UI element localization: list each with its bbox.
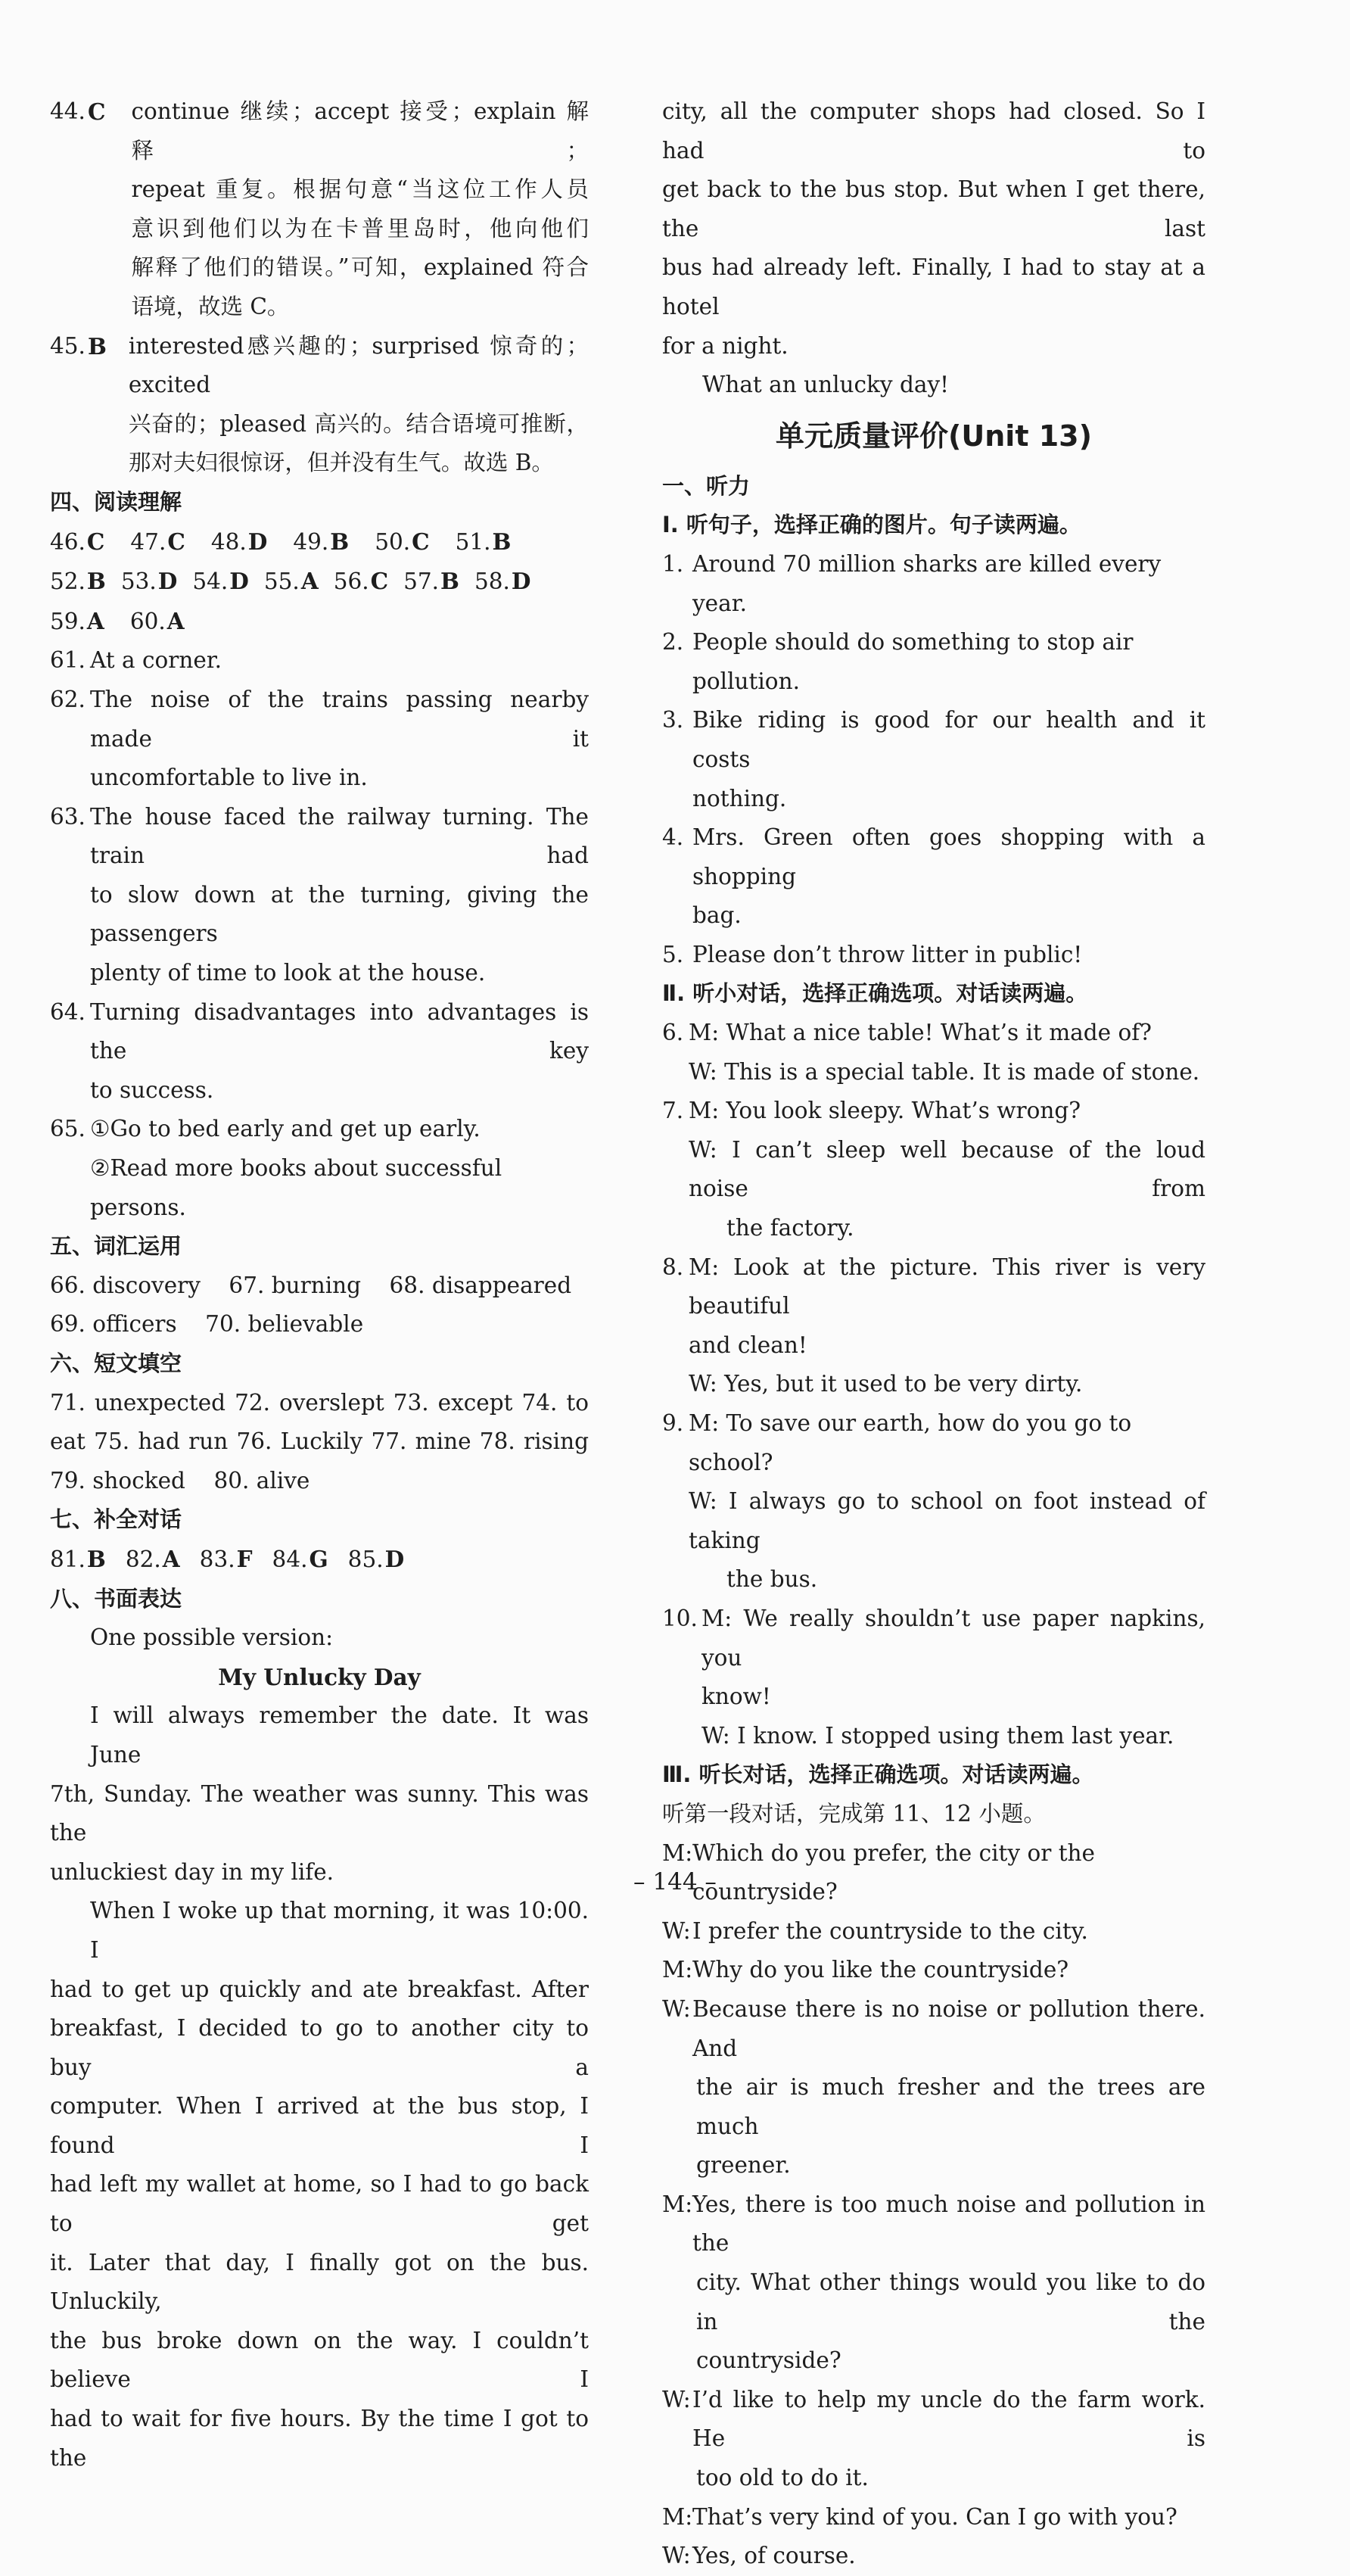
explanation <box>129 327 589 483</box>
dialogue-line: the air is much fresher and the trees are much <box>696 2074 1205 2139</box>
speaker-label: W: <box>662 1917 691 1944</box>
multiple-choice-answers <box>50 522 589 642</box>
dialogue-first-line <box>662 1092 1205 1131</box>
speaker-label: M: <box>662 1957 693 1983</box>
answer-item <box>192 562 249 602</box>
dialogue-turn <box>662 2537 1205 2576</box>
item-number: 4. <box>662 824 684 851</box>
answer-item <box>211 522 268 562</box>
dialogue-turn <box>662 2185 1205 2381</box>
line: ①Go to bed early and get up early. <box>90 1116 481 1142</box>
line: 那对夫妇很惊讶，但并没有生气。故选 B。 <box>128 450 554 476</box>
section-heading-listening: 一、听力 <box>662 472 751 499</box>
dialogue-line: greener. <box>696 2152 791 2179</box>
line: 意识到他们以为在卡普里岛时，他向他们 <box>131 215 589 241</box>
vocab-row: 69. officers 70. believable <box>50 1311 364 1338</box>
speaker-label: M: <box>662 2191 693 2217</box>
answer-letter: C <box>167 528 185 555</box>
line: 语境，故选 C。 <box>131 293 290 319</box>
line: 兴奋的；pleased 高兴的。结合语境可推断， <box>128 410 589 437</box>
answer-61 <box>50 641 589 681</box>
line: 7th, Sunday. The weather was sunny. This was the <box>50 1780 589 1846</box>
answer-letter: C <box>370 568 389 595</box>
question-number: 64. <box>50 998 86 1025</box>
turn-text <box>692 2185 1205 2381</box>
item-number: 10. <box>662 1605 698 1631</box>
question-number: 85. <box>347 1546 384 1572</box>
dialogue-line: too old to do it. <box>696 2465 869 2491</box>
essay-paragraph-2 <box>50 1892 589 2478</box>
question-number: 55. <box>263 568 300 595</box>
line: interested感兴趣的；surprised 惊奇的；excited <box>128 332 589 398</box>
answer-letter: C <box>412 528 430 555</box>
short-dialogue <box>662 1092 1205 1248</box>
line: ②Read more books about successful persons. <box>90 1155 502 1220</box>
answer-45 <box>50 327 589 483</box>
dialogue-line: M: To save our earth, how do you go to school? <box>689 1410 1132 1475</box>
short-dialogue <box>662 1014 1205 1092</box>
dialogue-first-line <box>662 1599 1205 1677</box>
line: unluckiest day in my life. <box>50 1858 334 1885</box>
question-number: 48. <box>210 528 247 555</box>
answer-item <box>348 1540 405 1580</box>
line: People should do something to stop air pollution. <box>692 629 1134 694</box>
answer-letter: D <box>247 528 268 555</box>
line: Bike riding is good for our health and it costs <box>692 707 1205 772</box>
question-number: 47. <box>130 528 166 555</box>
dialogue-turn <box>662 2381 1205 2498</box>
dialogue-first-line <box>662 1248 1205 1326</box>
dialogue-line: Yes, of course. <box>692 2543 856 2569</box>
essay-paragraph-1 <box>50 1696 589 1892</box>
question-number: 56. <box>333 568 369 595</box>
answer-item <box>50 602 104 642</box>
answer-item <box>403 562 459 602</box>
question-number: 46. <box>50 528 86 555</box>
essay-ending: What an unlucky day! <box>702 372 949 398</box>
line: bus had already left. Finally, I had to stay at a hotel <box>662 254 1205 319</box>
turn-text <box>692 1990 1205 2185</box>
line: Around 70 million sharks are killed every year. <box>692 550 1162 616</box>
left-column <box>50 92 589 2478</box>
answer-item <box>272 1540 328 1580</box>
line: continue 继续；accept 接受；explain 解释； <box>131 98 589 164</box>
line: to slow down at the turning, giving the passengers <box>90 881 589 947</box>
answer-item <box>200 1540 253 1580</box>
answer-item <box>50 562 106 602</box>
dialogue-line: W: I always go to school on foot instead of taking <box>689 1488 1205 1553</box>
dialogue-line: and clean! <box>689 1332 807 1358</box>
answer-row <box>50 1540 589 1580</box>
line: had to get up quickly and ate breakfast. After <box>50 1976 589 2002</box>
answer-item <box>334 562 388 602</box>
dialogue-turn <box>662 1990 1205 2185</box>
answer-65 <box>50 1110 589 1227</box>
answer-letter: B <box>88 332 107 360</box>
dialogue-turn <box>662 1951 1205 1990</box>
item-number: 3. <box>662 707 684 734</box>
dialogue-line: countryside? <box>696 2347 841 2374</box>
answer-letter: D <box>384 1545 405 1572</box>
dialogue-line: M: We really shouldn’t use paper napkins, you <box>701 1605 1205 1671</box>
part-1-instructions: Ⅰ. 听句子，选择正确的图片。句子读两遍。 <box>662 512 1081 538</box>
speaker-label: M: <box>662 1839 693 1866</box>
cloze-row: 79. shocked 80. alive <box>50 1467 310 1494</box>
dialogue-line: city. What other things would you like to do in the <box>696 2269 1205 2335</box>
sentence-4 <box>662 818 1205 936</box>
section-heading-dialogue: 七、补全对话 <box>50 1506 182 1533</box>
dialogue-line: Because there is no noise or pollution there. And <box>692 1995 1205 2061</box>
sentence-3 <box>662 701 1205 818</box>
right-column <box>662 92 1205 2576</box>
sentence-2 <box>662 623 1205 701</box>
cloze-row: eat 75. had run 76. Luckily 77. mine 78. rising <box>50 1428 589 1455</box>
line: had to wait for five hours. By the time I got to the <box>50 2406 589 2471</box>
question-number: 51. <box>455 528 491 555</box>
line: to success. <box>90 1076 214 1103</box>
line: had left my wallet at home, so I had to go back to get <box>50 2171 589 2237</box>
line: When I woke up that morning, it was 10:00. I <box>90 1898 589 1963</box>
question-number: 44. <box>50 98 86 124</box>
section-heading-reading: 四、阅读理解 <box>50 488 182 515</box>
answer-letter: G <box>309 1545 328 1572</box>
speaker-label: M: <box>662 2503 693 2530</box>
essay-continuation <box>662 92 1205 405</box>
page-number: – 144 – <box>633 1868 717 1895</box>
question-number: 59. <box>50 608 86 634</box>
vocab-row: 66. discovery 67. burning 68. disappeared <box>50 1272 572 1298</box>
part-2-instructions: Ⅱ. 听小对话，选择正确选项。对话读两遍。 <box>662 980 1088 1007</box>
answer-64 <box>50 993 589 1110</box>
answer-letter: A <box>86 607 104 634</box>
dialogue-line: Why do you like the countryside? <box>692 1957 1069 1983</box>
question-number: 45. <box>50 332 86 359</box>
dialogue-line: M: You look sleepy. What’s wrong? <box>689 1098 1081 1124</box>
answer-letter: D <box>229 568 249 595</box>
answer-letter: D <box>157 568 178 595</box>
dialogue-first-line <box>662 1014 1205 1053</box>
dialogue-line: I prefer the countryside to the city. <box>692 1917 1088 1944</box>
line: plenty of time to look at the house. <box>90 960 486 986</box>
short-dialogue <box>662 1599 1205 1755</box>
line: At a corner. <box>90 647 222 674</box>
explanation <box>131 92 589 327</box>
dialogue-turn <box>662 1912 1205 1951</box>
item-number: 8. <box>662 1254 684 1280</box>
question-number: 65. <box>50 1116 86 1142</box>
answer-item <box>126 1540 180 1580</box>
section-heading-vocabulary: 五、词汇运用 <box>50 1233 182 1260</box>
line: The noise of the trains passing nearby made it <box>90 686 589 752</box>
part-3-instructions: Ⅲ. 听长对话，选择正确选项。对话读两遍。 <box>662 1761 1094 1788</box>
section-heading-cloze: 六、短文填空 <box>50 1350 182 1376</box>
item-number: 1. <box>662 550 684 577</box>
answer-letter: B <box>86 568 106 595</box>
line: 解释了他们的错误。”可知，explained 符合 <box>131 254 589 281</box>
line: it. Later that day, I finally got on the bus. Unluckily, <box>50 2249 589 2315</box>
answer-item <box>456 522 512 562</box>
question-number: 82. <box>125 1546 161 1572</box>
question-number: 54. <box>192 568 229 595</box>
item-number: 2. <box>662 629 684 656</box>
answer-letter: B <box>492 528 512 555</box>
dialogue-line: the bus. <box>726 1566 818 1593</box>
line: get back to the bus stop. But when I get there, the last <box>662 176 1205 241</box>
turn-text <box>692 2537 1205 2576</box>
answer-letter: F <box>236 1545 253 1572</box>
dialogue-line: M: What a nice table! What’s it made of? <box>689 1020 1152 1046</box>
dialogue-turn <box>662 2498 1205 2537</box>
answer-letter: A <box>300 568 319 595</box>
cloze-row: 71. unexpected 72. overslept 73. except 74. to <box>50 1389 589 1416</box>
answer-letter: B <box>440 568 459 595</box>
answer-row <box>50 562 589 602</box>
answer-63 <box>50 798 589 993</box>
item-number: 6. <box>662 1020 684 1046</box>
dialogue-line: know! <box>701 1684 771 1710</box>
answer-letter: A <box>166 607 185 634</box>
line: breakfast, I decided to go to another city to buy a <box>50 2015 589 2080</box>
short-dialogues <box>662 1014 1205 1755</box>
section-heading-writing: 八、书面表达 <box>50 1585 182 1612</box>
question-number: 81. <box>50 1546 86 1572</box>
answer-item <box>264 562 319 602</box>
answer-letter: C <box>88 98 106 125</box>
answer-item <box>130 522 185 562</box>
question-number: 63. <box>50 803 86 830</box>
answer-item <box>474 562 531 602</box>
unit-title: 单元质量评价(Unit 13) <box>776 419 1092 453</box>
version-label: One possible version: <box>90 1624 334 1651</box>
dialogue-line: the factory. <box>726 1215 854 1241</box>
dialogue-line: That’s very kind of you. Can I go with you? <box>692 2503 1177 2530</box>
answer-item <box>50 522 104 562</box>
turn-text <box>692 2498 1205 2537</box>
line: The house faced the railway turning. The train had <box>90 803 589 869</box>
short-dialogue <box>662 1248 1205 1404</box>
answer-letter: C <box>86 528 105 555</box>
answer-row <box>50 522 589 562</box>
speaker-label: W: <box>662 1995 691 2022</box>
line: Turning disadvantages into advantages is the key <box>90 998 589 1064</box>
line: computer. When I arrived at the bus stop, I found I <box>50 2093 589 2158</box>
line: Please don’t throw litter in public! <box>692 941 1083 967</box>
line: nothing. <box>692 785 787 811</box>
question-number: 62. <box>50 686 86 712</box>
turn-text <box>692 1951 1205 1990</box>
dialogue-first-line <box>662 1404 1205 1482</box>
answer-item <box>375 522 429 562</box>
answer-row <box>50 602 589 642</box>
item-number: 5. <box>662 941 684 967</box>
turn-text <box>692 2381 1205 2498</box>
line: city, all the computer shops had closed. So I had to <box>662 98 1205 164</box>
item-number: 9. <box>662 1410 684 1436</box>
question-number: 49. <box>293 528 329 555</box>
answer-letter: B <box>86 1545 106 1572</box>
answer-letter: D <box>511 568 531 595</box>
dialogue-answers <box>50 1540 589 1580</box>
question-number: 53. <box>120 568 157 595</box>
answer-item <box>50 1540 106 1580</box>
line: the bus broke down on the way. I couldn’t believe I <box>50 2327 589 2393</box>
essay-title: My Unlucky Day <box>218 1663 421 1690</box>
sentence-1 <box>662 545 1205 623</box>
question-number: 57. <box>403 568 440 595</box>
question-number: 60. <box>129 608 166 634</box>
answer-44 <box>50 92 589 327</box>
line: for a night. <box>662 332 789 359</box>
line: I will always remember the date. It was June <box>90 1702 589 1768</box>
speaker-label: W: <box>662 2386 691 2412</box>
answer-item <box>121 562 178 602</box>
dialogue-line: W: I know. I stopped using them last year. <box>701 1722 1174 1749</box>
dialogue-line: I’d like to help my uncle do the farm work. He is <box>692 2386 1205 2452</box>
dialogue-line: W: Yes, but it used to be very dirty. <box>689 1371 1083 1397</box>
item-number: 7. <box>662 1098 684 1124</box>
line: Mrs. Green often goes shopping with a shopping <box>692 824 1205 889</box>
turn-text <box>692 1912 1205 1951</box>
question-number: 58. <box>474 568 510 595</box>
dialogue-line: W: I can’t sleep well because of the loud noise from <box>689 1136 1205 1202</box>
sentence-5 <box>662 936 1205 975</box>
answer-item <box>293 522 349 562</box>
dialogue-line: Which do you prefer, the city or the countryside? <box>692 1839 1096 1905</box>
question-number: 83. <box>199 1546 235 1572</box>
question-number: 52. <box>50 568 86 595</box>
answer-62 <box>50 681 589 798</box>
question-number: 50. <box>375 528 411 555</box>
answer-letter: A <box>162 1545 180 1572</box>
question-number: 61. <box>50 647 86 674</box>
speaker-label: W: <box>662 2543 691 2569</box>
short-dialogue <box>662 1404 1205 1599</box>
dialogue-line: W: This is a special table. It is made of stone. <box>689 1058 1200 1085</box>
answer-item <box>130 602 185 642</box>
line: repeat 重复。根据句意“当这位工作人员 <box>131 176 589 203</box>
dialogue-line: Yes, there is too much noise and pollution in the <box>692 2191 1205 2257</box>
answer-letter: B <box>330 528 350 555</box>
question-number: 84. <box>272 1546 308 1572</box>
line: bag. <box>692 902 742 929</box>
dialogue-line: M: Look at the picture. This river is very beautiful <box>689 1254 1205 1319</box>
line: uncomfortable to live in. <box>90 765 368 791</box>
part-3-intro: 听第一段对话，完成第 11、12 小题。 <box>662 1800 1046 1827</box>
long-dialogue <box>662 1834 1205 2576</box>
